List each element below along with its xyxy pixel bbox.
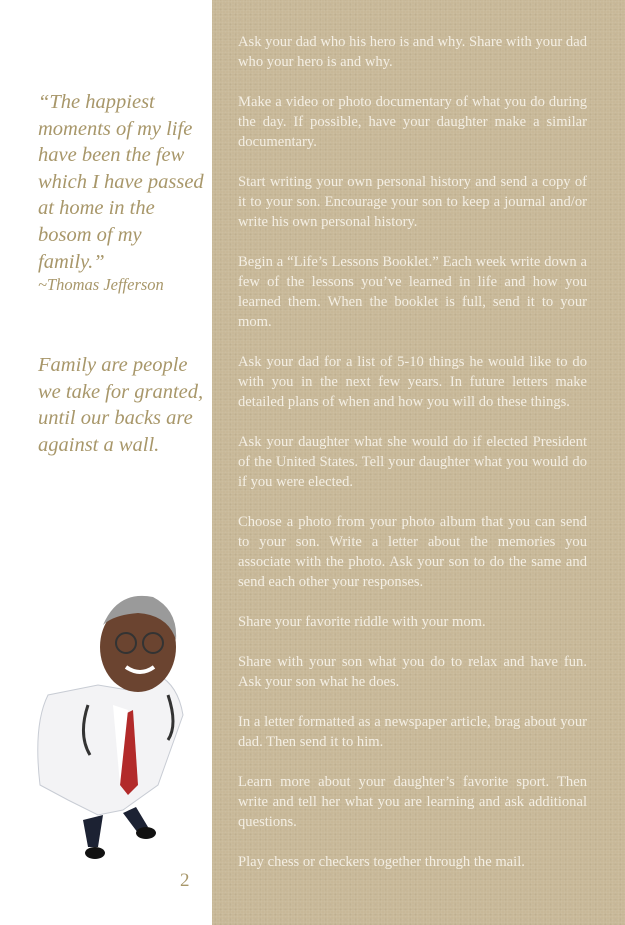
tip: Play chess or checkers together through the mail. bbox=[238, 854, 525, 870]
quote-attribution: ~Thomas Jefferson bbox=[38, 275, 164, 295]
tips-list bbox=[238, 32, 587, 892]
tip: Ask your daughter what she would do if elected President of the United States. Tell your daughter what you would do if you were elected. bbox=[238, 434, 587, 490]
quote-text: “The happiest moments of my life have been the few which I have passed at home in the bosom of my family.” bbox=[38, 91, 204, 273]
jefferson-quote bbox=[38, 89, 208, 295]
doctor-photo bbox=[28, 585, 193, 865]
tip: In a letter formatted as a newspaper article, brag about your dad. Then send it to him. bbox=[238, 714, 587, 750]
tip: Ask your dad who his hero is and why. Share with your dad who your hero is and why. bbox=[238, 34, 587, 70]
tip: Share your favorite riddle with your mom. bbox=[238, 614, 486, 630]
tip: Ask your dad for a list of 5-10 things he would like to do with you in the next few years. In future letters make detailed plans of when and how you will do these things. bbox=[238, 354, 587, 410]
tips-panel bbox=[212, 0, 625, 925]
tip: Learn more about your daughter’s favorite sport. Then write and tell her what you are learning and ask additional questions. bbox=[238, 774, 587, 830]
tip: Begin a “Life’s Lessons Booklet.” Each week write down a few of the lessons you’ve learned in life and how you learned them. When the booklet is full, send it to your mom. bbox=[238, 254, 587, 330]
page-number: 2 bbox=[180, 870, 190, 891]
tip: Choose a photo from your photo album that you can send to your son. Write a letter about the memories you associate with the photo. Ask your son to do the same and send each other your responses. bbox=[238, 514, 587, 590]
family-quote: Family are people we take for granted, until our backs are against a wall. bbox=[38, 354, 204, 456]
tip: Make a video or photo documentary of what you do during the day. If possible, have your daughter make a similar documentary. bbox=[238, 94, 587, 150]
tip: Share with your son what you do to relax and have fun. Ask your son what he does. bbox=[238, 654, 587, 690]
tip: Start writing your own personal history and send a copy of it to your son. Encourage your son to keep a journal and/or write his own personal history. bbox=[238, 174, 587, 230]
